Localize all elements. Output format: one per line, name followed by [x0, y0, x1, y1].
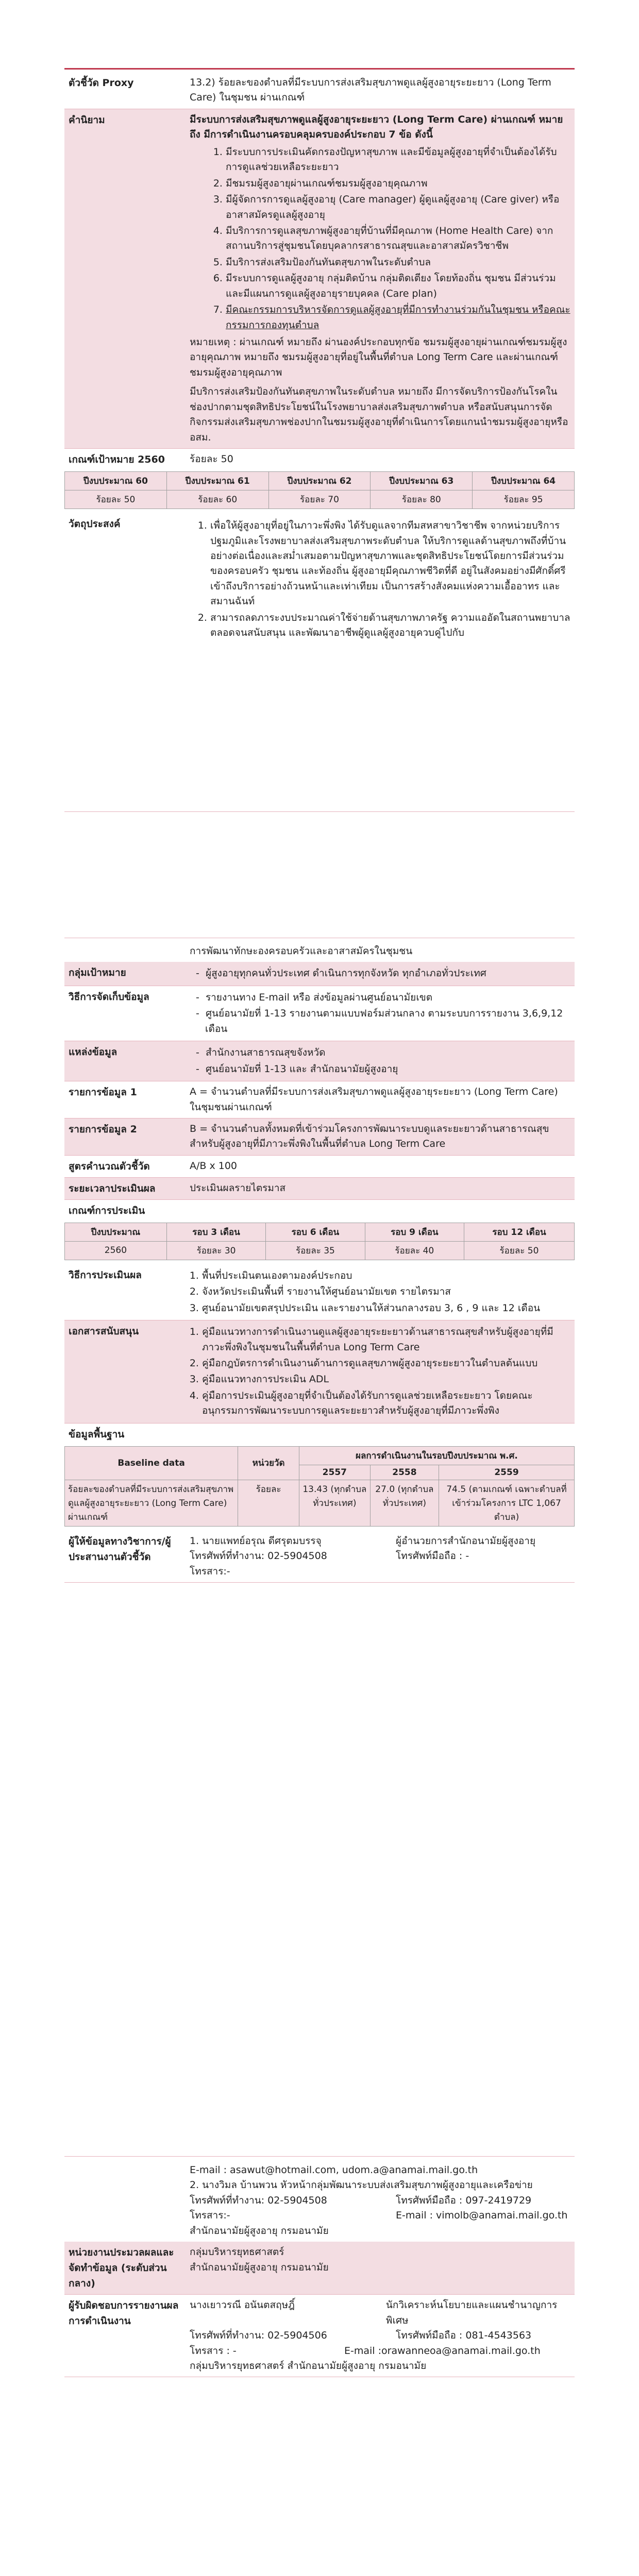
item-b-value: B = จำนวนตำบลทั้งหมดที่เข้าร่วมโครงการพัฒนาระบบดูแลระยะยาวด้านสาธารณสุข สำหรับผู้สูงอายุที่มีภาวะพึ่งพิงในพื้นที่ตำบล Long Term Care	[190, 1123, 549, 1150]
source-row	[64, 1041, 575, 1081]
group-value-wrap	[186, 962, 575, 985]
documents-row	[64, 1320, 575, 1423]
item-b-label: รายการข้อมูล 2	[69, 1123, 137, 1135]
contact-line-2	[190, 1549, 570, 1564]
baseline-head-data: Baseline data	[65, 1446, 238, 1480]
baseline-year: 2559	[439, 1465, 575, 1480]
documents-item: 2. คู่มือกฎบัตรการดำเนินงานด้านการดูแลสุขภาพผู้สูงอายุระยะยาวในตำบลต้นแบบ	[202, 1356, 570, 1371]
contact-fax-1: โทรสาร:-	[190, 1565, 230, 1577]
contact-tel-1: โทรศัพท์ที่ทำงาน: 02-5904508	[190, 1550, 327, 1562]
criteria-value-cell: ร้อยละ 35	[266, 1241, 365, 1260]
definition-label: คำนิยาม	[69, 114, 105, 126]
criteria-label: เกณฑ์การประเมิน	[69, 1205, 145, 1216]
documents-list	[190, 1325, 570, 1419]
evaluation-item: 3. ศูนย์อนามัยเขตสรุปประเมิน และรายงานให้ส่วนกลางรอบ 3, 6 , 9 และ 12 เดือน	[202, 1301, 570, 1316]
responsible-role: นักวิเคราะห์นโยบายและแผนชำนาญการพิเศษ	[385, 2299, 558, 2326]
target-label: เกณฑ์เป้าหมาย 2560	[69, 454, 165, 466]
documents-label: เอกสารสนับสนุน	[69, 1326, 139, 1337]
responsible-fax: โทรสาร : -	[190, 2345, 237, 2357]
baseline-year: 2557	[299, 1465, 370, 1480]
contact-line-3	[190, 2193, 570, 2208]
target-value-cell: ร้อยละ 60	[166, 490, 268, 509]
item-a-value: A = จำนวนตำบลที่มีระบบการส่งเสริมสุขภาพดูแลผู้สูงอายุระยะยาว (Long Term Care) ในชุมชนผ่านเกณฑ์	[190, 1086, 558, 1113]
target-head-cell: ปีงบประมาณ 62	[268, 472, 371, 490]
responsible-label: ผู้รับผิดชอบการรายงานผลการดำเนินงาน	[69, 2300, 179, 2327]
contact-row	[64, 1531, 575, 1583]
method-item: - รายงานทาง E-mail หรือ ส่งข้อมูลผ่านศูนย์อนามัยเขต	[196, 991, 433, 1003]
criteria-table-wrap	[64, 1222, 575, 1264]
responsible-mobile: โทรศัพท์มือถือ : 081-4543563	[396, 2330, 532, 2342]
responsible-line-1	[190, 2298, 570, 2328]
contact-mobile-1: โทรศัพท์มือถือ : -	[396, 1550, 469, 1562]
contact-role-1: ผู้อำนวยการสำนักอนามัยผู้สูงอายุ	[396, 1535, 536, 1547]
item-a-label: รายการข้อมูล 1	[69, 1087, 137, 1098]
source-item: - สำนักงานสาธารณสุขจังหวัด	[196, 1047, 326, 1059]
contact-value	[186, 1531, 575, 1582]
responsible-email: E-mail :orawanneoa@anamai.mail.go.th	[344, 2345, 541, 2357]
definition-note-2: มีบริการส่งเสริมป้องกันทันตสุขภาพในระดับตำบล หมายถึง มีการจัดบริการป้องกันโรคในช่องปากตามชุดสิทธิประโยชน์ในโรงพยาบาลส่งเสริมสุขภาพตำบล หรือสนับสนุนการจัดกิจกรรมส่งเสริมสุขภาพช่องปากในชมรมผู้สูงอายุที่ดำเนินการโดยแกนนำชมรมผู้สูงอายุหรือ อสม.	[190, 386, 568, 443]
contact-cont-spacer	[64, 2160, 186, 2242]
target-value-cell: ร้อยละ 95	[473, 490, 575, 509]
documents-item: 4. คู่มือการประเมินผู้สูงอายุที่จำเป็นต้องได้รับการดูแลช่วยเหลือระยะยาว โดยคณะอนุกรรมการพัฒนาระบบการดูแลระยะยาวสำหรับผู้สูงอายุที่มีภาวะพึ่งพิง	[202, 1388, 570, 1419]
contact-org-2: สำนักอนามัยผู้สูงอายุ กรมอนามัย	[190, 2225, 329, 2236]
source-label: แหล่งข้อมูล	[69, 1046, 117, 1058]
item-a-row	[64, 1081, 575, 1118]
baseline-table	[64, 1446, 575, 1527]
objective-continued: การพัฒนาทักษะองครอบครัวและอาสาสมัครในชุมชน	[190, 945, 413, 957]
target-table-values	[65, 490, 575, 509]
evaluation-value	[186, 1264, 575, 1320]
baseline-year: 2558	[370, 1465, 439, 1480]
criteria-head-cell: รอบ 3 เดือน	[166, 1223, 265, 1241]
criteria-head-cell: รอบ 9 เดือน	[365, 1223, 464, 1241]
formula-row	[64, 1156, 575, 1178]
documents-item: 3. คู่มือแนวทางการประเมิน ADL	[202, 1372, 570, 1387]
responsible-row	[64, 2295, 575, 2377]
definition-item: 2. มีชมรมผู้สูงอายุผ่านเกณฑ์ชมรมผู้สูงอายุคุณภาพ	[226, 176, 570, 191]
baseline-data-row	[65, 1480, 575, 1526]
target-head-cell: ปีงบประมาณ 60	[65, 472, 167, 490]
period-value: ประเมินผลรายไตรมาส	[190, 1182, 286, 1194]
target-value-cell: ร้อยละ 50	[65, 490, 167, 509]
baseline-row-label: ร้อยละของตำบลที่มีระบบการส่งเสริมสุขภาพดูแลผู้สูงอายุระยะยาว (Long Term Care) ผ่านเกณฑ์	[65, 1480, 238, 1526]
section-3	[64, 2160, 575, 2377]
baseline-row	[64, 1423, 575, 1445]
objective-value	[186, 513, 575, 646]
definition-item: 5. มีบริการส่งเสริมป้องกันทันตสุขภาพในระดับตำบล	[226, 255, 570, 270]
documents-item: 1. คู่มือแนวทางการดำเนินงานดูแลผู้สูงอายุระยะยาวด้านสาธารณสุขสำหรับผู้สูงอายุที่มีภาวะพึ่งพิงในชุมชนในพื้นที่ตำบล Long Term Care	[202, 1325, 570, 1355]
proxy-row	[64, 72, 575, 109]
baseline-label: ข้อมูลพื้นฐาน	[69, 1428, 125, 1440]
method-list	[190, 990, 570, 1037]
criteria-row	[64, 1200, 575, 1222]
contact-tel-2: โทรศัพท์ที่ทำงาน: 02-5904508	[190, 2194, 327, 2206]
contact-email-2: E-mail : vimolb@anamai.mail.go.th	[396, 2210, 568, 2222]
definition-item: 6. มีระบบการดูแลผู้สูงอายุ กลุ่มติดบ้าน กลุ่มติดเตียง โดยท้องถิ่น ชุมชน มีส่วนร่วมและมีแผนการดูแลผู้สูงอายุรายบุคคล (Care plan)	[226, 271, 570, 301]
criteria-head-cell: ปีงบประมาณ	[65, 1223, 167, 1241]
target-table-head	[65, 472, 575, 490]
definition-item: 3. มีผู้จัดการการดูแลผู้สูงอายุ (Care manager) ผู้ดูแลผู้สูงอายุ (Care giver) หรืออาสาสมัครดูแลผู้สูงอายุ	[226, 192, 570, 223]
unit-value-1: กลุ่มบริหารยุทธศาสตร์	[190, 2246, 284, 2258]
formula-label: สูตรคำนวณตัวชี้วัด	[69, 1160, 150, 1172]
section-3-top-rule	[64, 2156, 575, 2157]
objective-label: วัตถุประสงค์	[69, 518, 121, 530]
proxy-value: 13.2) ร้อยละของตำบลที่มีระบบการส่งเสริมสุขภาพดูแลผู้สูงอายุระยะยาว (Long Term Care) ในชุมชน ผ่านเกณฑ์	[190, 77, 551, 104]
criteria-value-cell: 2560	[65, 1241, 167, 1260]
target-table	[64, 471, 575, 509]
criteria-table-values	[65, 1241, 575, 1260]
target-row	[64, 449, 575, 470]
method-item: - ศูนย์อนามัยที่ 1-13 รายงานตามแบบฟอร์มส่วนกลาง ตามระบบการรายงาน 3,6,9,12 เดือน	[196, 1008, 563, 1035]
group-label: กลุ่มเป้าหมาย	[69, 967, 126, 979]
definition-item: 4. มีบริการการดูแลสุขภาพผู้สูงอายุที่บ้านที่มีคุณภาพ (Home Health Care) จากสถานบริการสู่ชุมชนโดยบุคลากรสาธารณสุขและอาสาสมัครวิชาชีพ	[226, 224, 570, 254]
group-list	[190, 966, 570, 981]
method-label: วิธีการจัดเก็บข้อมูล	[69, 991, 149, 1003]
baseline-row-value: 27.0 (ทุกตำบลทั่วประเทศ)	[370, 1480, 439, 1526]
objective-list	[190, 518, 570, 641]
source-item: - ศูนย์อนามัยที่ 1-13 และ สำนักอนามัยผู้สูงอายุ	[196, 1063, 398, 1075]
source-list	[190, 1045, 570, 1077]
baseline-head-result: ผลการดำเนินงานในรอบปีงบประมาณ พ.ศ.	[299, 1446, 574, 1465]
period-row	[64, 1178, 575, 1200]
unit-value	[186, 2242, 575, 2294]
criteria-value-cell: ร้อยละ 50	[464, 1241, 575, 1260]
criteria-head-cell: รอบ 12 เดือน	[464, 1223, 575, 1241]
definition-list	[190, 145, 570, 333]
responsible-name: นางเยาวรณี อนันตสฤษฎิ์	[190, 2299, 295, 2311]
documents-value	[186, 1320, 575, 1423]
contact-label: ผู้ให้ข้อมูลทางวิชาการ/ผู้ประสานงานตัวชี้วัด	[69, 1535, 171, 1563]
baseline-head-row	[65, 1446, 575, 1465]
objective-item: 2. สามารถลดภาระงบประมาณค่าใช้จ่ายด้านสุขภาพภาครัฐ ความแออัดในสถานพยาบาล ตลอดจนสนับสนุน และพัฒนาอาชีพผู้ดูแลผู้สูงอายุควบคู่ไปกับ	[210, 611, 570, 641]
baseline-head-unit: หน่วยวัด	[238, 1446, 299, 1480]
objective-item: 1. เพื่อให้ผู้สูงอายุที่อยู่ในภาวะพึ่งพิง ได้รับดูแลจากทีมสหสาขาวิชาชีพ จากหน่วยบริการปฐมภูมิและโรงพยาบาลส่งเสริมสุขภาพระดับตำบล ให้บริการดูแลด้านสุขภาพถึงที่บ้านอย่างต่อเนื่องและสม่ำเสมอตามปัญหาสุขภาพและชุดสิทธิประโยชน์โดยการมีส่วนร่วมของครอบครัว ชุมชน และท้องถิ่น ผู้สูงอายุมีคุณภาพชีวิตที่ดี อยู่ในสังคมอย่างมีศักดิ์ศรีเข้าถึงบริการอย่างถ้วนหน้าและเท่าเทียม เป็นการสร้างสังคมแห่งความเอื้ออาทร และสมานฉันท์	[210, 518, 570, 609]
evaluation-list	[190, 1268, 570, 1316]
source-value	[186, 1041, 575, 1081]
group-value: - ผู้สูงอายุทุกคนทั่วประเทศ ดำเนินการทุกจังหวัด ทุกอำเภอทั่วประเทศ	[196, 968, 486, 979]
responsible-line-2	[190, 2328, 570, 2343]
criteria-table-head	[65, 1223, 575, 1241]
criteria-head-cell: รอบ 6 เดือน	[266, 1223, 365, 1241]
baseline-row-unit: ร้อยละ	[238, 1480, 299, 1526]
formula-value: A/B x 100	[190, 1160, 238, 1172]
evaluation-label: วิธีการประเมินผล	[69, 1269, 142, 1281]
target-value-cell: ร้อยละ 70	[268, 490, 371, 509]
objective-row	[64, 513, 575, 646]
contact-email-1: E-mail : asawut@hotmail.com, udom.a@anamai.mail.go.th	[190, 2164, 478, 2176]
baseline-table-wrap	[64, 1445, 575, 1531]
section-1	[64, 72, 575, 646]
definition-item: 7. มีคณะกรรมการบริหารจัดการดูแลผู้สูงอายุที่มีการทำงานร่วมกันในชุมชน หรือคณะกรรมการกองทุนตำบล	[226, 302, 570, 333]
responsible-org: กลุ่มบริหารยุทธศาสตร์ สำนักอนามัยผู้สูงอายุ กรมอนามัย	[190, 2360, 427, 2371]
evaluation-row	[64, 1264, 575, 1320]
responsible-value	[186, 2295, 575, 2377]
unit-value-2: สำนักอนามัยผู้สูงอายุ กรมอนามัย	[190, 2261, 329, 2273]
responsible-tel: โทรศัพท์ที่ทำงาน: 02-5904506	[190, 2330, 327, 2342]
evaluation-item: 1. พื้นที่ประเมินตนเองตามองค์ประกอบ	[202, 1268, 570, 1283]
baseline-row-value: 13.43 (ทุกตำบลทั่วประเทศ)	[299, 1480, 370, 1526]
criteria-value-cell: ร้อยละ 30	[166, 1241, 265, 1260]
contact-line-1	[190, 1534, 570, 1549]
target-head-cell: ปีงบประมาณ 61	[166, 472, 268, 490]
responsible-line-3	[190, 2344, 570, 2359]
top-rule	[64, 68, 575, 70]
contact-cont-row	[64, 2160, 575, 2242]
definition-intro: มีระบบการส่งเสริมสุขภาพดูแลผู้สูงอายุระยะยาว (Long Term Care) ผ่านเกณฑ์ หมายถึง มีการดำเนินงานครอบคลุมครบองค์ประกอบ 7 ข้อ ดังนี้	[190, 113, 563, 141]
contact-name-1: 1. นายแพทย์อรุณ ดีศรุตมบรรจุ	[190, 1535, 322, 1547]
item-b-row	[64, 1118, 575, 1156]
contact-line-4	[190, 2208, 570, 2223]
target-value-cell: ร้อยละ 80	[371, 490, 473, 509]
contact-name-2: 2. นางวิมล บ้านพวน หัวหน้ากลุ่มพัฒนาระบบส่งเสริมสุขภาพผู้สูงอายุและเครือข่าย	[190, 2179, 533, 2191]
contact-cont-value	[186, 2160, 575, 2242]
definition-item: 1. มีระบบการประเมินคัดกรองปัญหาสุขภาพ และมีข้อมูลผู้สูงอายุที่จำเป็นต้องได้รับการดูแลช่วยเหลือระยะยาว	[226, 145, 570, 175]
baseline-row-value: 74.5 (ตามเกณฑ์ เฉพาะตำบลที่เข้าร่วมโครงการ LTC 1,067 ตำบล)	[439, 1480, 575, 1526]
definition-row	[64, 109, 575, 449]
method-row	[64, 986, 575, 1041]
target-head-cell: ปีงบประมาณ 64	[473, 472, 575, 490]
method-value	[186, 986, 575, 1041]
section-1-end-rule	[64, 811, 575, 812]
evaluation-item: 2. จังหวัดประเมินพื้นที่ รายงานให้ศูนย์อนามัยเขต รายไตรมาส	[202, 1284, 570, 1299]
target-table-wrap	[64, 470, 575, 513]
group-row	[64, 962, 575, 986]
definition-note-1: หมายเหตุ : ผ่านเกณฑ์ หมายถึง ผ่านองค์ประกอบทุกข้อ ชมรมผู้สูงอายุผ่านเกณฑ์ชมรมผู้สูงอายุคุณภาพ หมายถึง ชมรมผู้สูงอายุที่อยู่ในพื้นที่ตำบล Long Term Care และผ่านเกณฑ์ชมรมผู้สูงอายุคุณภาพ	[190, 336, 567, 378]
definition-value	[186, 109, 575, 448]
section-2	[64, 941, 575, 1583]
period-label: ระยะเวลาประเมินผล	[69, 1182, 156, 1194]
target-value: ร้อยละ 50	[190, 453, 233, 465]
criteria-value-cell: ร้อยละ 40	[365, 1241, 464, 1260]
criteria-table	[64, 1223, 575, 1260]
unit-label: หน่วยงานประมวลผลและจัดทำข้อมูล (ระดับส่วนกลาง)	[69, 2247, 174, 2290]
unit-row	[64, 2242, 575, 2295]
target-head-cell: ปีงบประมาณ 63	[371, 472, 473, 490]
proxy-label: ตัวชี้วัด Proxy	[69, 77, 134, 89]
contact-fax-2: โทรสาร:-	[190, 2210, 230, 2222]
contact-mobile-2: โทรศัพท์มือถือ : 097-2419729	[396, 2194, 532, 2206]
